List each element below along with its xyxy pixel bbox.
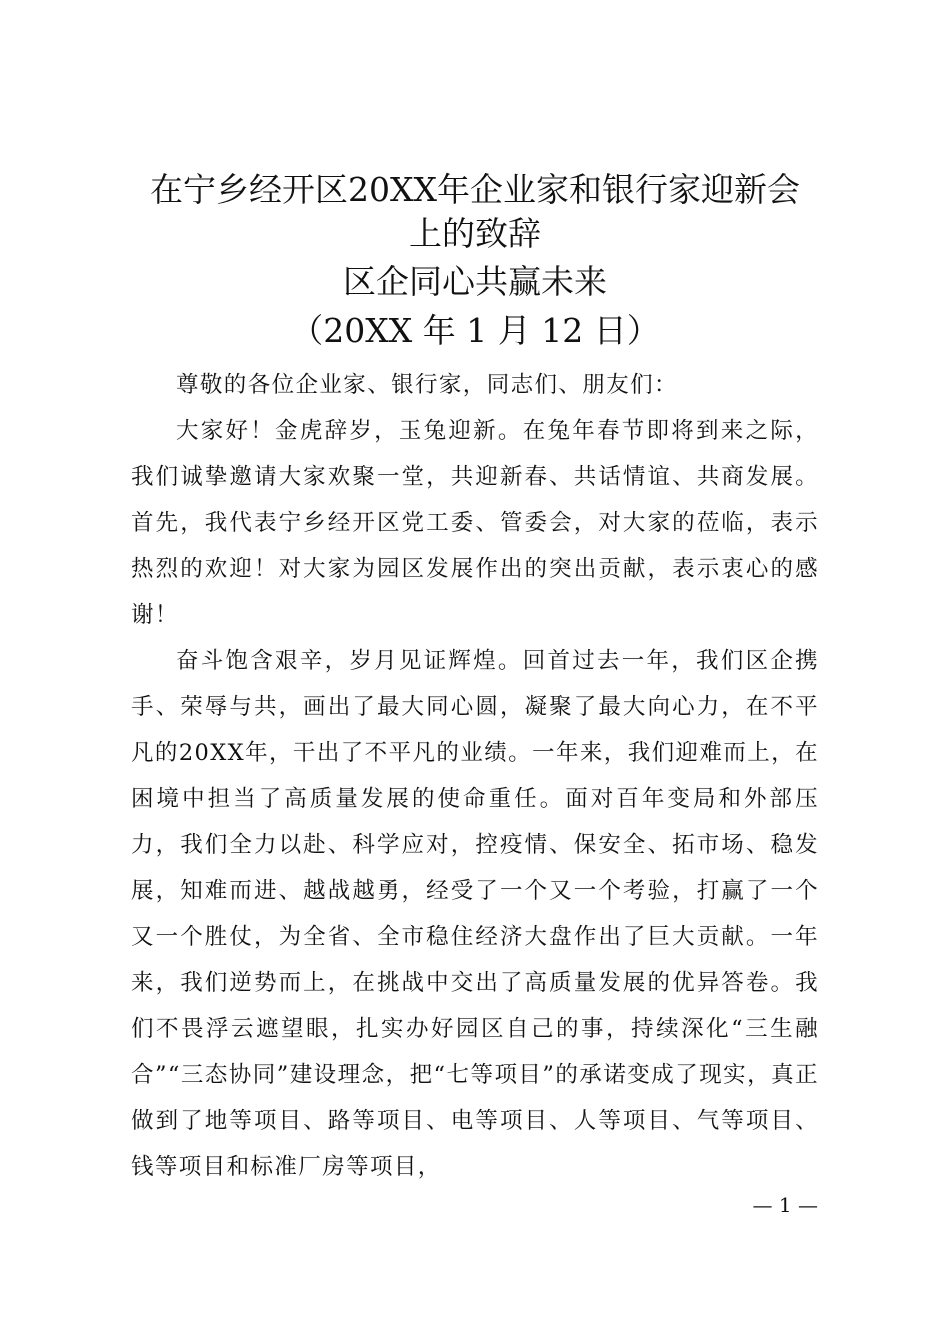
subtitle: 区企同心共赢未来 <box>343 262 607 301</box>
speech-body <box>131 362 819 1190</box>
paragraph-1: 大家好！金虎辞岁，玉兔迎新。在兔年春节即将到来之际，我们诚挚邀请大家欢聚一堂，共迎新春、共话情谊、共商发展。首先，我代表宁乡经开区党工委、管委会，对大家的莅临，表示热烈的欢迎！对大家为园区发展作出的突出贡献，表示衷心的感谢！ <box>131 418 819 628</box>
paragraph-2: 奋斗饱含艰辛，岁月见证辉煌。回首过去一年，我们区企携手、荣辱与共，画出了最大同心圆，凝聚了最大向心力，在不平凡的20XX年，干出了不平凡的业绩。一年来，我们迎难而上，在困境中担当了高质量发展的使命重任。面对百年变局和外部压力，我们全力以赴、科学应对，控疫情、保安全、拓市场、稳发展，知难而进、越战越勇，经受了一个又一个考验，打赢了一个又一个胜仗，为全省、全市稳住经济大盘作出了巨大贡献。一年来，我们逆势而上，在挑战中交出了高质量发展的优异答卷。我们不畏浮云遮望眼，扎实办好园区自己的事，持续深化“三生融合”“三态协同”建设理念，把“七等项目”的承诺变成了现实，真正做到了地等项目、路等项目、电等项目、人等项目、气等项目、钱等项目和标准厂房等项目， <box>131 648 819 1180</box>
page-number: — 1 — <box>752 1193 818 1217</box>
speech-date: （20XX 年 1 月 12 日） <box>290 311 660 350</box>
title-line-1: 在宁乡经开区20XX年企业家和银行家迎新会 <box>150 170 800 209</box>
salutation: 尊敬的各位企业家、银行家，同志们、朋友们： <box>176 372 678 398</box>
title-line-2: 上的致辞 <box>409 214 541 253</box>
title-block <box>100 168 850 354</box>
